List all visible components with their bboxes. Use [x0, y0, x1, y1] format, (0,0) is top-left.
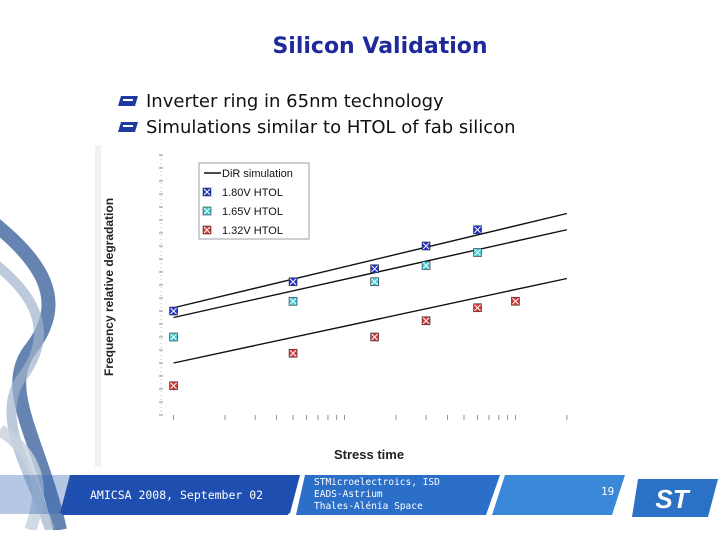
data-point — [422, 262, 430, 270]
legend-label: 1.65V HTOL — [222, 206, 283, 218]
data-point — [289, 349, 297, 357]
data-point — [170, 333, 178, 341]
bullet-list — [118, 88, 516, 140]
data-point — [371, 265, 379, 273]
data-point — [289, 297, 297, 305]
data-point — [422, 317, 430, 325]
data-point — [170, 382, 178, 390]
pencil-bullet-icon — [118, 120, 140, 134]
bullet-text: Simulations similar to HTOL of fab silicon — [146, 116, 516, 138]
data-point — [474, 249, 482, 257]
data-point — [170, 307, 178, 315]
page-number: 19 — [601, 485, 615, 498]
data-point — [371, 333, 379, 341]
st-logo — [632, 475, 718, 521]
legend — [199, 163, 309, 239]
data-point — [474, 304, 482, 312]
logo-text: ST — [655, 484, 689, 514]
bullet-item — [118, 88, 516, 114]
footer-org: EADS-Astrium — [314, 489, 383, 500]
data-point — [474, 226, 482, 234]
footer-organizations — [314, 477, 494, 513]
slide-title: Silicon Validation — [272, 34, 488, 59]
bullet-text: Inverter ring in 65nm technology — [146, 90, 444, 112]
data-point — [371, 278, 379, 286]
x-axis-label: Stress time — [333, 447, 405, 462]
legend-label: 1.32V HTOL — [222, 225, 283, 237]
data-point — [289, 278, 297, 286]
bullet-item — [118, 114, 516, 140]
data-point — [422, 242, 430, 250]
legend-label: 1.80V HTOL — [222, 187, 283, 199]
legend-label: DiR simulation — [222, 168, 293, 180]
data-point — [511, 297, 519, 305]
pencil-bullet-icon — [118, 94, 140, 108]
footer-event: AMICSA 2008, September 02 — [90, 488, 264, 502]
footer-org: STMicroelectroics, ISD — [314, 477, 440, 488]
degradation-chart — [95, 145, 621, 467]
footer-org: Thales-Alénia Space — [314, 501, 423, 512]
y-axis-label: Frequency relative degradation — [102, 197, 116, 377]
